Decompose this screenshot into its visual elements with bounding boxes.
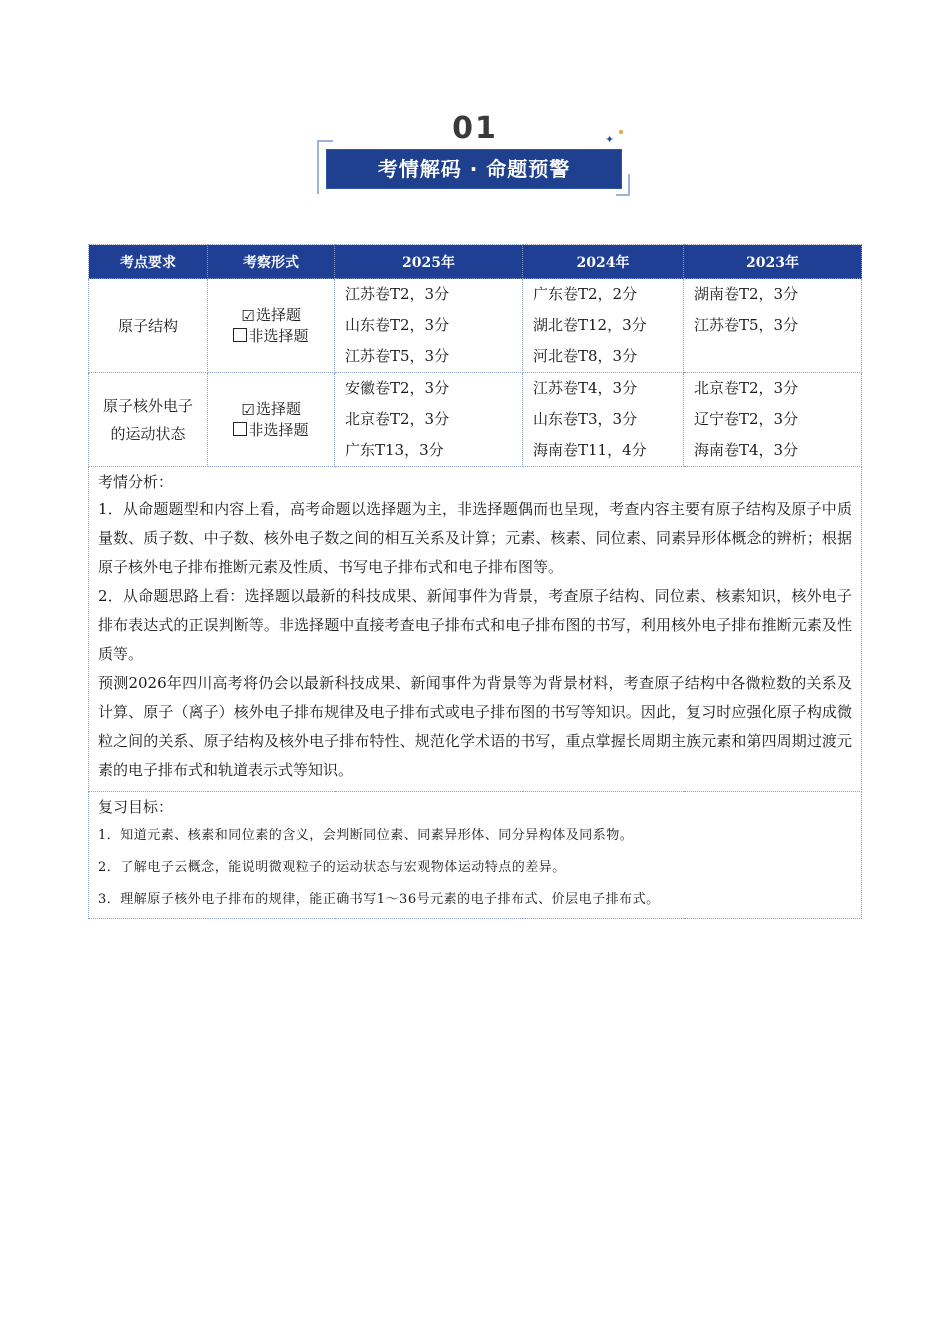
cell-2024 <box>523 279 684 373</box>
section-banner <box>314 112 636 202</box>
unchecked-box-icon <box>233 328 247 342</box>
exam-analysis-table <box>88 244 862 919</box>
list-item: 河北卷T8，3分 <box>533 347 638 365</box>
list-item: 辽宁卷T2，3分 <box>694 410 799 428</box>
cell-2024 <box>523 373 684 467</box>
goal-item: 2．了解电子云概念，能说明微观粒子的运动状态与宏观物体运动特点的差异。 <box>98 860 566 875</box>
list-item: 湖北卷T12，3分 <box>533 316 647 334</box>
analysis-paragraph: 2．从命题思路上看：选择题以最新的科技成果、新闻事件为背景，考查原子结构、同位素、核素知识，核外电子排布表达式的正误判断等。非选择题中直接考查电子排布式和电子排布图的书写，利用核外电子排布推断元素及性质等。 <box>98 587 852 663</box>
option-non-choice <box>208 326 334 347</box>
goals-cell <box>89 792 862 919</box>
analysis-paragraph: 1．从命题题型和内容上看，高考命题以选择题为主，非选择题偶而也呈现，考查内容主要有原子结构及原子中质量数、质子数、中子数、核外电子数之间的相互关系及计算；元素、核素、同位素、同素异形体概念的辨析；根据原子核外电子排布推断元素及性质、书写电子排布式和电子排布图等。 <box>98 500 852 576</box>
list-item: 江苏卷T5，3分 <box>694 316 799 334</box>
section-number: 01 <box>452 111 498 146</box>
option-label: 选择题 <box>255 305 301 324</box>
topic-cell <box>89 373 208 467</box>
list-item: 北京卷T2，3分 <box>345 410 450 428</box>
list-item: 海南卷T11，4分 <box>533 441 647 459</box>
list-item: 山东卷T3，3分 <box>533 410 638 428</box>
option-choice <box>208 399 334 420</box>
form-cell <box>208 373 335 467</box>
analysis-cell <box>89 467 862 792</box>
list-item: 江苏卷T5，3分 <box>345 347 450 365</box>
unchecked-box-icon <box>233 422 247 436</box>
header-topic: 考点要求 <box>89 245 208 279</box>
list-item: 海南卷T4，3分 <box>694 441 799 459</box>
table-row <box>89 279 862 373</box>
list-item: 江苏卷T4，3分 <box>533 379 638 397</box>
list-item: 北京卷T2，3分 <box>694 379 799 397</box>
topic-label-line1: 原子核外电子 <box>102 396 193 415</box>
analysis-row <box>89 467 862 792</box>
checked-box-icon: ☑ <box>241 400 255 419</box>
list-item: 湖南卷T2，3分 <box>694 285 799 303</box>
goal-item: 3．理解原子核外电子排布的规律，能正确书写1～36号元素的电子排布式、价层电子排布式。 <box>98 892 660 907</box>
option-choice <box>208 305 334 326</box>
sparkle-icon: ✦ <box>605 133 615 146</box>
option-label: 非选择题 <box>248 420 309 439</box>
topic-cell <box>89 279 208 373</box>
goals-title: 复习目标： <box>98 798 174 816</box>
analysis-paragraph: 预测2026年四川高考将仍会以最新科技成果、新闻事件为背景等为背景材料，考查原子结构中各微粒数的关系及计算、原子（离子）核外电子排布规律及电子排布式或电子排布图的书写等知识。因此，复习时应强化原子构成微粒之间的关系、原子结构及核外电子排布特性、规范化学术语的书写，重点掌握长周期主族元素和第四周期过渡元素的电子排布式和轨道表示式等知识。 <box>98 674 852 779</box>
table-row <box>89 373 862 467</box>
table-header-row <box>89 245 862 279</box>
goal-item: 1．知道元素、核素和同位素的含义，会判断同位素、同素异形体、同分异构体及同系物。 <box>98 828 634 843</box>
cell-2023 <box>684 279 862 373</box>
option-non-choice <box>208 420 334 441</box>
header-2025: 2025年 <box>335 245 523 279</box>
list-item: 江苏卷T2，3分 <box>345 285 450 303</box>
cell-2025 <box>335 279 523 373</box>
option-label: 选择题 <box>255 399 301 418</box>
option-label: 非选择题 <box>248 326 309 345</box>
analysis-title: 考情分析： <box>98 473 174 491</box>
topic-label-line2: 的运动状态 <box>110 424 186 443</box>
header-form: 考察形式 <box>208 245 335 279</box>
list-item: 安徽卷T2，3分 <box>345 379 450 397</box>
cell-2025 <box>335 373 523 467</box>
header-2024: 2024年 <box>523 245 684 279</box>
dot-icon <box>619 130 623 134</box>
list-item: 广东T13，3分 <box>345 441 444 459</box>
topic-label: 原子结构 <box>117 317 178 335</box>
cell-2023 <box>684 373 862 467</box>
header-2023: 2023年 <box>684 245 862 279</box>
goals-row <box>89 792 862 919</box>
list-item: 山东卷T2，3分 <box>345 316 450 334</box>
section-title: 考情解码 · 命题预警 <box>326 149 622 189</box>
checked-box-icon: ☑ <box>241 306 255 325</box>
form-cell <box>208 279 335 373</box>
list-item: 广东卷T2，2分 <box>533 285 638 303</box>
